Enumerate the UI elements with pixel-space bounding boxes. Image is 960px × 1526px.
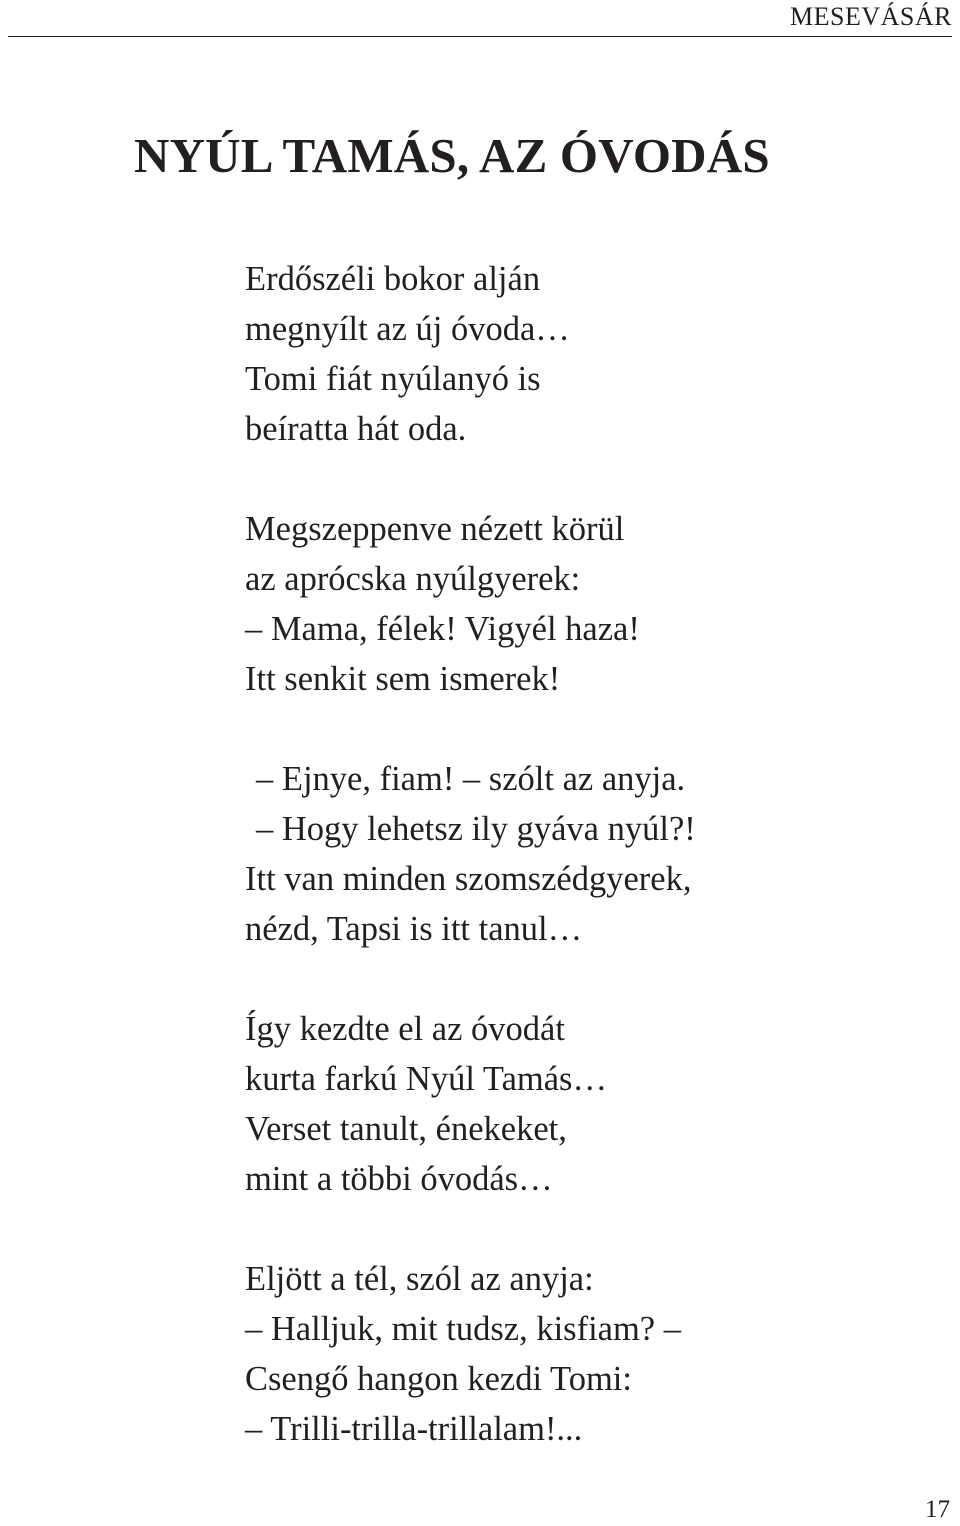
poem-line: kurta farkú Nyúl Tamás… (245, 1060, 607, 1098)
poem-line: Tomi fiát nyúlanyó is (245, 360, 541, 398)
poem-title: NYÚL TAMÁS, AZ ÓVODÁS (134, 128, 770, 183)
stanza-1 (245, 254, 696, 454)
poem-line: megnyílt az új óvoda… (245, 310, 570, 348)
poem-line: Erdőszéli bokor alján (245, 260, 541, 298)
poem-line: – Ejnye, fiam! – szólt az anyja. (256, 760, 686, 798)
poem-line: – Hogy lehetsz ily gyáva nyúl?! (256, 810, 696, 848)
poem-body (245, 254, 696, 1504)
poem-line: Itt senkit sem ismerek! (245, 660, 561, 698)
poem-line: – Halljuk, mit tudsz, kisfiam? – (245, 1310, 681, 1348)
poem-line: – Trilli-trilla-trillalam!... (245, 1410, 583, 1448)
poem-line: mint a többi óvodás… (245, 1160, 553, 1198)
poem-line: az aprócska nyúlgyerek: (245, 560, 581, 598)
header-rule (8, 36, 952, 37)
poem-line: Verset tanult, énekeket, (245, 1110, 567, 1148)
poem-line: Itt van minden szomszédgyerek, (245, 860, 692, 898)
poem-line: Csengő hangon kezdi Tomi: (245, 1360, 632, 1398)
poem-line: beíratta hát oda. (245, 410, 467, 448)
poem-line: Megszeppenve nézett körül (245, 510, 625, 548)
running-header: MESEVÁSÁR (790, 2, 952, 31)
stanza-3 (245, 754, 696, 954)
poem-line: Így kezdte el az óvodát (245, 1010, 565, 1048)
poem-line: – Mama, félek! Vigyél haza! (245, 610, 640, 648)
poem-line: nézd, Tapsi is itt tanul… (245, 910, 583, 948)
stanza-5 (245, 1254, 696, 1454)
page-number: 17 (925, 1496, 950, 1523)
stanza-2 (245, 504, 696, 704)
poem-line: Eljött a tél, szól az anyja: (245, 1260, 594, 1298)
stanza-4 (245, 1004, 696, 1204)
